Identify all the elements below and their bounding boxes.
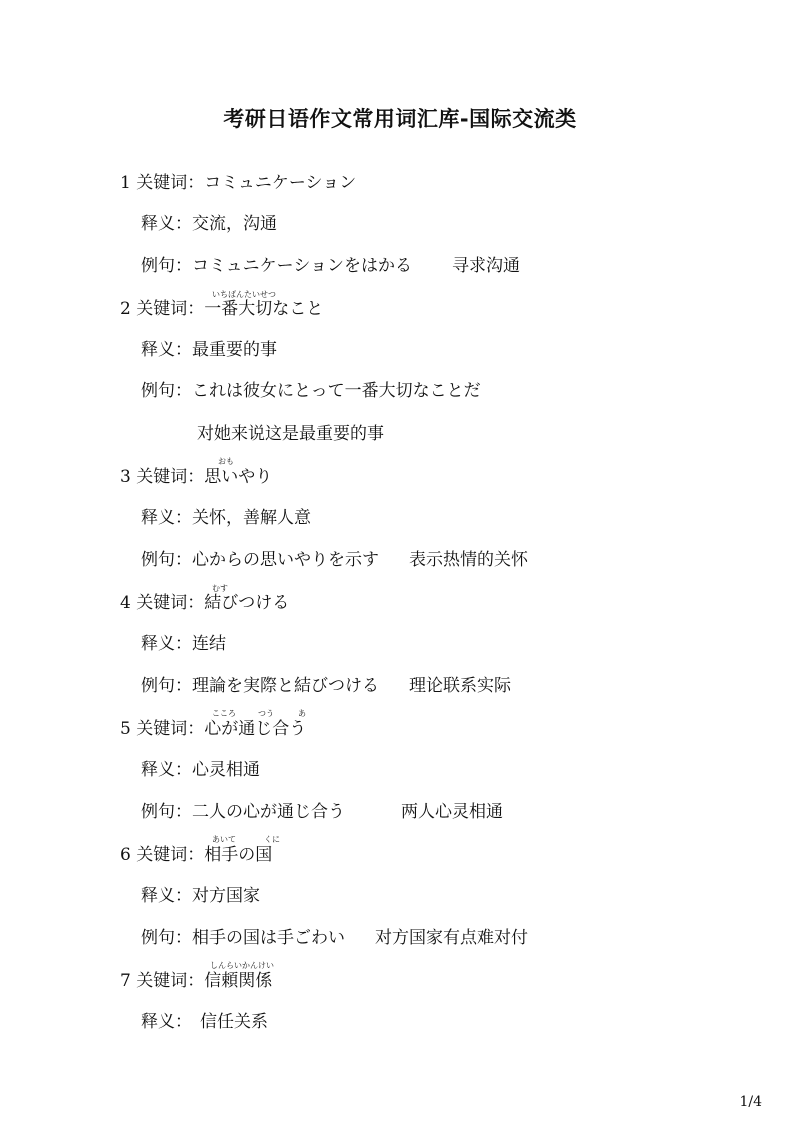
keyword-line xyxy=(120,591,289,615)
example-label: 例句： xyxy=(141,550,192,570)
meaning-label: 释义： xyxy=(141,760,192,780)
meaning-text: 最重要的事 xyxy=(192,340,277,360)
keyword-text: 心が通じ合う xyxy=(204,719,307,739)
entry-number: 1 xyxy=(120,173,131,193)
keyword-text: 信頼関係 xyxy=(204,971,273,991)
keyword-label: 关键词： xyxy=(136,845,205,865)
furigana: あいて xyxy=(212,835,236,844)
keyword-label: 关键词： xyxy=(136,719,205,739)
document-title: 考研日语作文常用词汇库-国际交流类 xyxy=(223,107,577,131)
keyword-line xyxy=(120,465,272,489)
example-line xyxy=(141,800,503,824)
meaning-line xyxy=(141,758,260,782)
example-label: 例句： xyxy=(141,381,192,401)
furigana: こころ xyxy=(212,709,236,718)
example-chinese: 表示热情的关怀 xyxy=(409,550,528,570)
keyword-label: 关键词： xyxy=(136,971,205,991)
keyword-text: 一番大切なこと xyxy=(204,299,324,319)
meaning-label: 释义： xyxy=(141,340,192,360)
example-label: 例句： xyxy=(141,676,192,696)
keyword-text: コミュニケーション xyxy=(204,173,357,193)
furigana: あ xyxy=(298,709,306,718)
keyword-line xyxy=(120,843,272,867)
example-chinese: 对方国家有点难对付 xyxy=(375,928,528,948)
meaning-line xyxy=(141,506,311,530)
example-line xyxy=(141,674,511,698)
meaning-line xyxy=(141,338,277,362)
keyword-text: 相手の国 xyxy=(204,845,273,865)
meaning-text: 连结 xyxy=(192,634,226,654)
meaning-line xyxy=(141,632,226,656)
keyword-line xyxy=(120,717,306,741)
keyword-label: 关键词： xyxy=(136,593,205,613)
meaning-line xyxy=(141,1010,268,1034)
example-line xyxy=(141,548,528,572)
example-line xyxy=(141,254,520,278)
meaning-label: 释义： xyxy=(141,886,192,906)
example-label: 例句： xyxy=(141,928,192,948)
keyword-label: 关键词： xyxy=(136,299,205,319)
keyword-label: 关键词： xyxy=(136,173,205,193)
meaning-text: 交流，沟通 xyxy=(192,214,277,234)
meaning-line xyxy=(141,884,260,908)
meaning-text: 信任关系 xyxy=(200,1012,268,1032)
entry-number: 4 xyxy=(120,593,131,613)
keyword-line xyxy=(120,969,272,993)
meaning-text: 对方国家 xyxy=(192,886,260,906)
meaning-text: 心灵相通 xyxy=(192,760,260,780)
furigana: おも xyxy=(218,457,234,466)
meaning-line xyxy=(141,212,277,236)
entry-number: 3 xyxy=(120,467,131,487)
meaning-label: 释义： xyxy=(141,508,192,528)
example-line xyxy=(141,379,481,403)
furigana: しんらいかんけい xyxy=(210,961,274,970)
entry-number: 7 xyxy=(120,971,131,991)
example-japanese: 心からの思いやりを示す xyxy=(192,550,379,570)
example-japanese: 理論を実際と結びつける xyxy=(192,676,379,696)
entry-number: 5 xyxy=(120,719,131,739)
furigana: つう xyxy=(258,709,274,718)
example-line xyxy=(141,926,528,950)
keyword-line xyxy=(120,171,356,195)
page-number: 1/4 xyxy=(739,1094,762,1110)
example-japanese: これは彼女にとって一番大切なことだ xyxy=(192,381,481,401)
keyword-text: 結びつける xyxy=(204,593,290,613)
entry-number: 2 xyxy=(120,299,131,319)
example-label: 例句： xyxy=(141,256,192,276)
furigana: むす xyxy=(212,584,228,593)
keyword-line xyxy=(120,297,323,321)
example-chinese: 寻求沟通 xyxy=(451,256,520,276)
example-japanese: コミュニケーションをはかる xyxy=(192,256,412,276)
example-chinese: 两人心灵相通 xyxy=(401,802,503,822)
example-japanese: 相手の国は手ごわい xyxy=(192,928,345,948)
meaning-text: 关怀，善解人意 xyxy=(192,508,311,528)
entry-number: 6 xyxy=(120,845,131,865)
keyword-label: 关键词： xyxy=(136,467,205,487)
meaning-label: 释义： xyxy=(141,1012,192,1032)
keyword-text: 思いやり xyxy=(204,467,273,487)
example-label: 例句： xyxy=(141,802,192,822)
meaning-label: 释义： xyxy=(141,634,192,654)
example-japanese: 二人の心が通じ合う xyxy=(192,802,345,822)
furigana: くに xyxy=(264,835,280,844)
meaning-label: 释义： xyxy=(141,214,192,234)
furigana: いちばんたいせつ xyxy=(212,290,276,299)
example-chinese: 理论联系实际 xyxy=(409,676,511,696)
example-chinese: 对她来说这是最重要的事 xyxy=(197,424,384,444)
